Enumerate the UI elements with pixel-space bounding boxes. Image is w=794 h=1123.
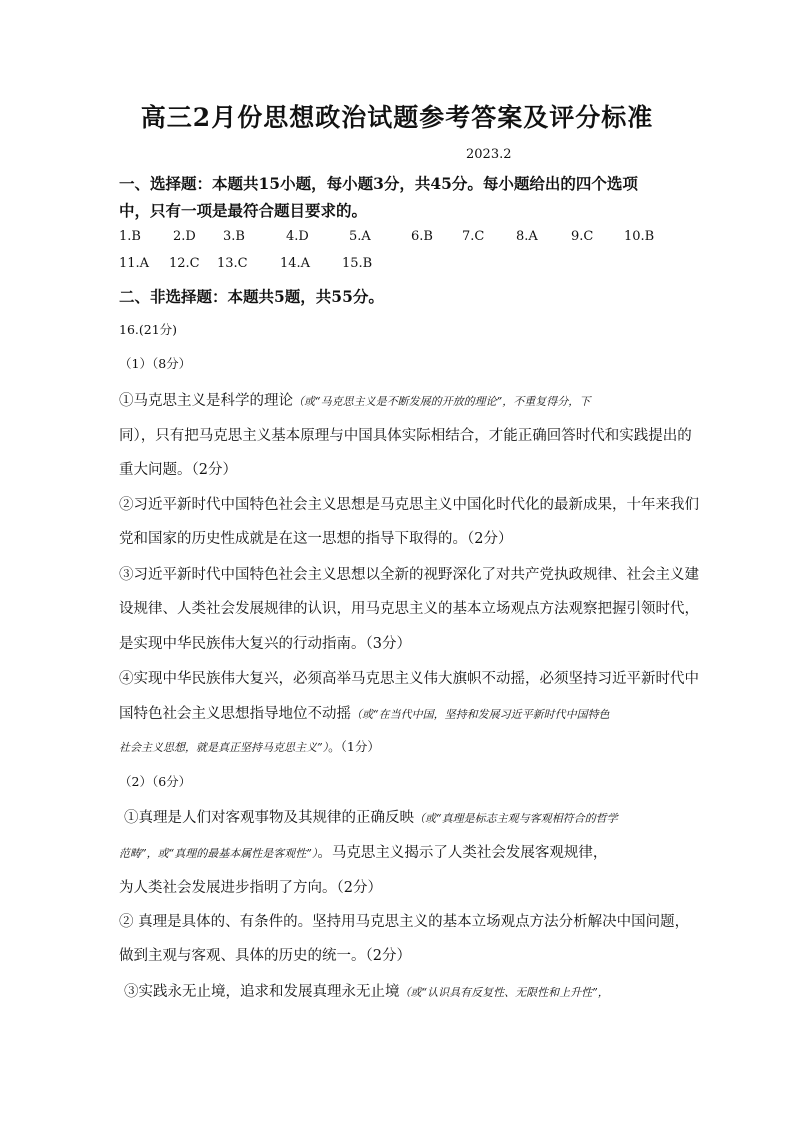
part2-point-2-line-2: 做到主观与客观、具体的历史的统一。（2分） xyxy=(119,948,411,964)
document-date: 2023.2 xyxy=(466,147,512,162)
part-2-label: （2）（6分） xyxy=(119,774,192,789)
point-3-line-1: ③习近平新时代中国特色社会主义思想以全新的视野深化了对共产党执政规律、社会主义建 xyxy=(119,567,699,583)
answer-item: 11.A xyxy=(119,256,150,271)
answer-item: 4.D xyxy=(286,229,309,244)
point-4-text: 国特色社会主义思想指导地位不动摇 xyxy=(119,706,351,722)
answers-row-2 xyxy=(119,256,372,271)
point-1-note: （或“马克思主义是不断发展的开放的理论”，不重复得分，下 xyxy=(293,395,591,408)
answer-item: 1.B xyxy=(119,229,141,244)
answer-item: 3.B xyxy=(223,229,245,244)
part2-point-3-note: （或“认识具有反复性、无限性和上升性”， xyxy=(399,986,609,999)
part2-point-2-line-1: ② 真理是具体的、有条件的。坚持用马克思主义的基本立场观点方法分析解决中国问题， xyxy=(119,914,690,930)
question-16-label: 16.(21分) xyxy=(119,322,178,337)
answer-item: 10.B xyxy=(624,229,655,244)
part2-point-3-text: ③实践永无止境，追求和发展真理永无止境 xyxy=(124,984,400,1000)
section1-heading-line2: 中，只有一项是最符合题目要求的。 xyxy=(119,201,368,220)
point-3-line-3: 是实现中华民族伟大复兴的行动指南。（3分） xyxy=(119,636,411,652)
answer-item: 15.B xyxy=(342,256,373,271)
answer-item: 6.B xyxy=(411,229,433,244)
answer-item: 13.C xyxy=(217,256,248,271)
answer-item: 5.A xyxy=(349,229,371,244)
part-1-label: （1）（8分） xyxy=(119,356,192,371)
section1-heading-line1: 一、选择题：本题共15小题，每小题3分，共45分。每小题给出的四个选项 xyxy=(119,174,638,193)
answer-item: 9.C xyxy=(571,229,594,244)
point-1-line-3: 重大问题。（2分） xyxy=(119,462,237,478)
part2-point-1-note: （或“真理是标志主观与客观相符合的哲学 xyxy=(414,812,618,825)
answer-item: 12.C xyxy=(169,256,200,271)
point-4-line-3 xyxy=(119,737,380,755)
part2-point-1-line-3: 为人类社会发展进步指明了方向。（2分） xyxy=(119,880,382,896)
part2-point-3-line-1 xyxy=(124,980,609,1001)
answer-item: 8.A xyxy=(516,229,538,244)
section2-heading: 二、非选择题：本题共5题，共55分。 xyxy=(119,287,384,306)
point-4-score: 。（1分） xyxy=(328,739,380,754)
point-4-line-2 xyxy=(119,702,610,723)
point-2-line-2: 党和国家的历史性成就是在这一思想的指导下取得的。（2分） xyxy=(119,531,513,547)
answer-item: 7.C xyxy=(462,229,485,244)
part2-point-1-line-2 xyxy=(119,841,607,862)
point-1-line-2: 同），只有把马克思主义基本原理与中国具体实际相结合，才能正确回答时代和实践提出的 xyxy=(119,428,692,444)
point-3-line-2: 设规律、人类社会发展规律的认识，用马克思主义的基本立场观点方法观察把握引领时代， xyxy=(119,601,699,617)
point-1-text: ①马克思主义是科学的理论 xyxy=(119,393,293,409)
part2-point-1-text: ①真理是人们对客观事物及其规律的正确反映 xyxy=(124,810,414,826)
page-title: 高三2月份思想政治试题参考答案及评分标准 xyxy=(140,103,654,132)
answer-item: 14.A xyxy=(280,256,311,271)
answers-row-1 xyxy=(119,229,654,244)
point-4-note: （或“在当代中国，坚持和发展习近平新时代中国特色 xyxy=(351,708,610,721)
part2-point-1-note-cont: 范畴”，或“真理的最基本属性是客观性”） xyxy=(119,847,318,860)
point-2-line-1: ②习近平新时代中国特色社会主义思想是马克思主义中国化时代化的最新成果，十年来我们 xyxy=(119,497,699,513)
point-4-line-1: ④实现中华民族伟大复兴，必须高举马克思主义伟大旗帜不动摇，必须坚持习近平新时代中 xyxy=(119,671,699,687)
part2-point-1-line-1 xyxy=(124,806,618,827)
part2-point-1-text-cont: 。马克思主义揭示了人类社会发展客观规律， xyxy=(317,845,608,861)
point-1-line-1 xyxy=(119,389,590,410)
point-4-note-cont: 社会主义思想，就是真正坚持马克思主义”） xyxy=(119,741,329,754)
answer-item: 2.D xyxy=(173,229,196,244)
